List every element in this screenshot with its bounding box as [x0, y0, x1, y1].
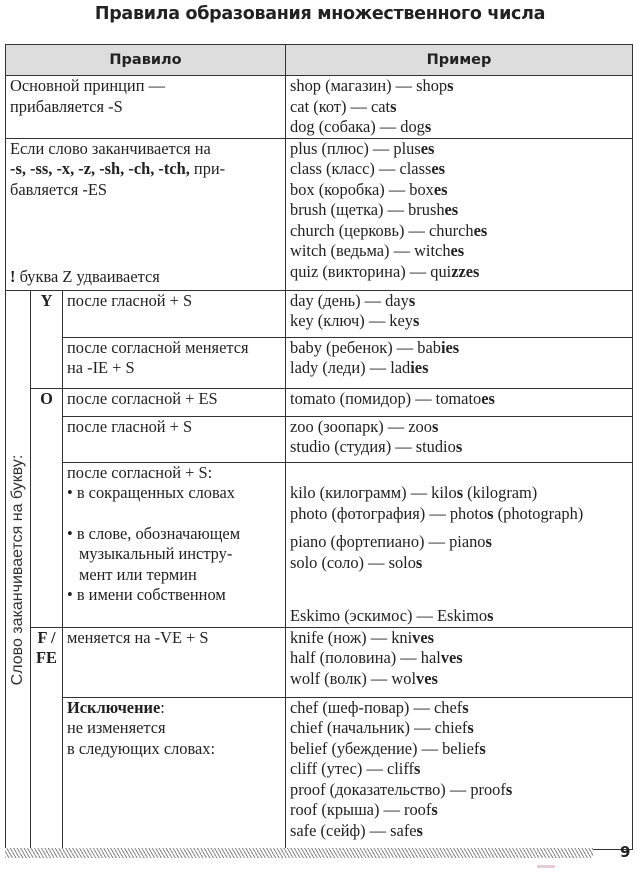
- plural-ending: es: [433, 179, 448, 199]
- plural-ending: es: [420, 138, 435, 158]
- example-line: [290, 821, 628, 842]
- example-line: [290, 417, 628, 438]
- example-line: [290, 483, 628, 504]
- example-line: [290, 669, 628, 690]
- example-line: [290, 180, 628, 201]
- plural-ending: s: [413, 759, 421, 778]
- example-text: Eskimo (эскимос) — Eskimo: [290, 606, 488, 625]
- plural-ending: s: [467, 718, 474, 737]
- bullet-cont: мент или термин: [79, 564, 197, 584]
- rule-line: в следующих словах:: [67, 738, 216, 758]
- plural-ending: es: [481, 388, 495, 408]
- example-line: [290, 139, 628, 160]
- example-line: [290, 389, 628, 410]
- example-cell: [286, 76, 633, 139]
- table-row: [6, 138, 633, 290]
- rule-cell: меняется на -VE + S: [63, 627, 286, 697]
- example-text: witch (ведьма) — witch: [290, 241, 451, 260]
- example-text: (photograph): [493, 503, 584, 523]
- vertical-label-cell: [6, 290, 31, 849]
- example-text: safe (сейф) — safe: [290, 820, 417, 840]
- example-text: belief (убеждение) — belief: [290, 738, 480, 758]
- example-line: [290, 504, 628, 525]
- letter-fe: FE: [36, 648, 57, 667]
- example-line: [290, 358, 628, 379]
- plural-ending: s: [390, 96, 397, 116]
- plural-ending: zzes: [451, 261, 480, 281]
- note: [10, 267, 160, 288]
- example-cell: [286, 416, 633, 462]
- example-text: cat (кот) — cat: [290, 96, 391, 116]
- letter-f-fe: [31, 627, 63, 849]
- rule-cell: [63, 462, 286, 627]
- rule-cell: после гласной + S: [63, 290, 286, 337]
- rule-line: бавляется -ES: [10, 179, 107, 199]
- table-row: [6, 337, 633, 388]
- colon: :: [160, 697, 165, 717]
- example-text: wolf (волк) — wol: [290, 668, 417, 688]
- example-text: class (класс) — class: [290, 159, 432, 178]
- example-text: solo (соло) — solo: [290, 552, 416, 572]
- example-text: studio (студия) — studio: [290, 437, 456, 456]
- hatched-footer-rule: [5, 848, 593, 858]
- exception-bold: Исключение: [67, 697, 161, 717]
- table-row: [6, 416, 633, 462]
- example-text: piano (фортепиано) — piano: [290, 532, 486, 551]
- example-cell: [286, 337, 633, 388]
- rule-cell: [63, 697, 286, 849]
- example-line: [290, 291, 628, 312]
- page-title: Правила образования множественного числа: [94, 4, 546, 24]
- bullet-item: • в имени собственном: [67, 585, 281, 606]
- example-line: [290, 117, 628, 138]
- example-text: church (церковь) — church: [290, 220, 474, 240]
- table-row: [6, 462, 633, 627]
- table-row: [6, 627, 633, 697]
- rule-cell: [63, 337, 286, 388]
- example-text: kilo (килограмм) — kilo: [290, 483, 457, 502]
- example-text: shop (магазин) — shop: [290, 76, 448, 95]
- rule-cell: [6, 138, 286, 290]
- example-line: [290, 311, 628, 332]
- plural-ending: ves: [440, 648, 463, 667]
- bullet-item: • в сокращенных словах: [67, 483, 281, 504]
- rule-cell: после согласной + ES: [63, 388, 286, 416]
- example-line: [290, 648, 628, 669]
- header-rule: Правило: [6, 45, 286, 76]
- example-text: key (ключ) — key: [290, 311, 413, 330]
- rule-line: после согласной меняется: [67, 337, 249, 357]
- example-text: cliff (утес) — cliff: [290, 759, 414, 778]
- example-cell: [286, 697, 633, 849]
- example-text: zoo (зоопарк) — zoo: [290, 416, 432, 436]
- plural-ending: ies: [410, 358, 429, 377]
- rule-line: не изменяется: [67, 718, 166, 737]
- bullet-cont: музыкальный инстру-: [79, 544, 233, 563]
- vertical-label: Слово заканчивается на букву:: [8, 454, 26, 685]
- plural-ending: s: [408, 290, 416, 310]
- plural-ending: s: [447, 76, 454, 95]
- header-example: Пример: [286, 45, 633, 76]
- rule-line: Если слово заканчивается на: [10, 138, 211, 158]
- example-text: photo (фотография) — photo: [290, 503, 488, 523]
- example-text: knife (нож) — kni: [290, 627, 413, 647]
- example-cell: [286, 138, 633, 290]
- letter-y: Y: [31, 290, 63, 388]
- example-line: [290, 606, 628, 627]
- plural-ending: es: [431, 159, 445, 178]
- plural-ending: s: [416, 820, 423, 840]
- example-line: [290, 698, 628, 719]
- example-text: quiz (викторина) — qui: [290, 261, 452, 281]
- example-text: plus (плюс) — plus: [290, 138, 421, 158]
- plural-ending: s: [455, 437, 463, 456]
- example-text: proof (доказательство) — proof: [290, 779, 506, 799]
- plural-ending: s: [479, 738, 486, 758]
- note-mark: !: [10, 267, 16, 286]
- plural-ending: ies: [440, 337, 460, 357]
- example-line: [290, 739, 628, 760]
- example-cell: [286, 290, 633, 337]
- page-number: 9: [620, 843, 631, 861]
- plural-ending: s: [412, 311, 420, 330]
- example-line: [290, 553, 628, 574]
- example-line: [290, 780, 628, 801]
- example-text: tomato (помидор) — tomato: [290, 388, 482, 408]
- table-row: [6, 697, 633, 849]
- rule-line: после согласной + S:: [67, 462, 213, 482]
- rule-line: [10, 159, 281, 180]
- example-text: day (день) — day: [290, 290, 409, 310]
- example-line: [290, 759, 628, 780]
- example-text: baby (ребенок) — bab: [290, 337, 441, 357]
- example-line: [290, 200, 628, 221]
- endings-bold: -s, -ss, -x, -z, -sh, -ch, -tch,: [10, 159, 190, 178]
- example-cell: [286, 388, 633, 416]
- example-line: [290, 532, 628, 553]
- example-line: [290, 241, 628, 262]
- plural-ending: es: [473, 220, 488, 240]
- rule-line: прибавляется -S: [10, 96, 123, 116]
- plural-ending: s: [431, 800, 438, 819]
- rule-line: на -IE + S: [67, 358, 135, 377]
- plural-rules-table: [5, 44, 633, 850]
- plural-ending: ves: [412, 627, 434, 647]
- table-row: [6, 388, 633, 416]
- example-line: [290, 628, 628, 649]
- example-text: chef (шеф-повар) — chef: [290, 697, 463, 717]
- letter-o: O: [31, 388, 63, 627]
- note-text: буква Z удваивается: [15, 267, 160, 286]
- example-line: [290, 800, 628, 821]
- example-line: [290, 718, 628, 739]
- plural-ending: s: [462, 697, 469, 717]
- decorative-mark: [537, 865, 555, 868]
- table-row: [6, 76, 633, 139]
- example-line: [290, 262, 628, 283]
- example-cell: [286, 627, 633, 697]
- plural-ending: s: [487, 606, 494, 625]
- bullet-item: • в слове, обозначающем: [67, 524, 281, 545]
- example-text: chief (начальник) — chief: [290, 718, 468, 737]
- plural-ending: s: [424, 117, 432, 136]
- example-text: roof (крыша) — roof: [290, 800, 432, 819]
- letter-f: F /: [37, 627, 56, 647]
- plural-ending: s: [456, 483, 464, 502]
- plural-ending: s: [505, 779, 513, 799]
- table-row: [6, 290, 633, 337]
- rule-cont: при-: [189, 159, 226, 178]
- example-text: (kilogram): [463, 483, 538, 502]
- plural-ending: s: [487, 503, 494, 523]
- example-line: [290, 437, 628, 458]
- plural-ending: ves: [416, 668, 438, 688]
- example-text: lady (леди) — lad: [290, 358, 411, 377]
- plural-ending: es: [444, 200, 459, 219]
- rule-cell: [6, 76, 286, 139]
- plural-ending: s: [485, 532, 492, 551]
- example-line: [290, 76, 628, 97]
- plural-ending: es: [450, 241, 465, 260]
- example-text: half (половина) — hal: [290, 648, 441, 667]
- plural-ending: s: [431, 416, 439, 436]
- rule-line: Основной принцип —: [10, 76, 165, 95]
- example-cell: [286, 462, 633, 627]
- example-line: [290, 338, 628, 359]
- example-text: dog (собака) — dog: [290, 117, 425, 136]
- plural-ending: s: [415, 552, 423, 572]
- example-line: [290, 221, 628, 242]
- example-text: brush (щетка) — brush: [290, 200, 445, 219]
- exception-heading: [67, 698, 281, 719]
- table-header-row: [6, 45, 633, 76]
- example-line: [290, 97, 628, 118]
- rule-cell: после гласной + S: [63, 416, 286, 462]
- example-line: [290, 159, 628, 180]
- example-text: box (коробка) — box: [290, 179, 434, 199]
